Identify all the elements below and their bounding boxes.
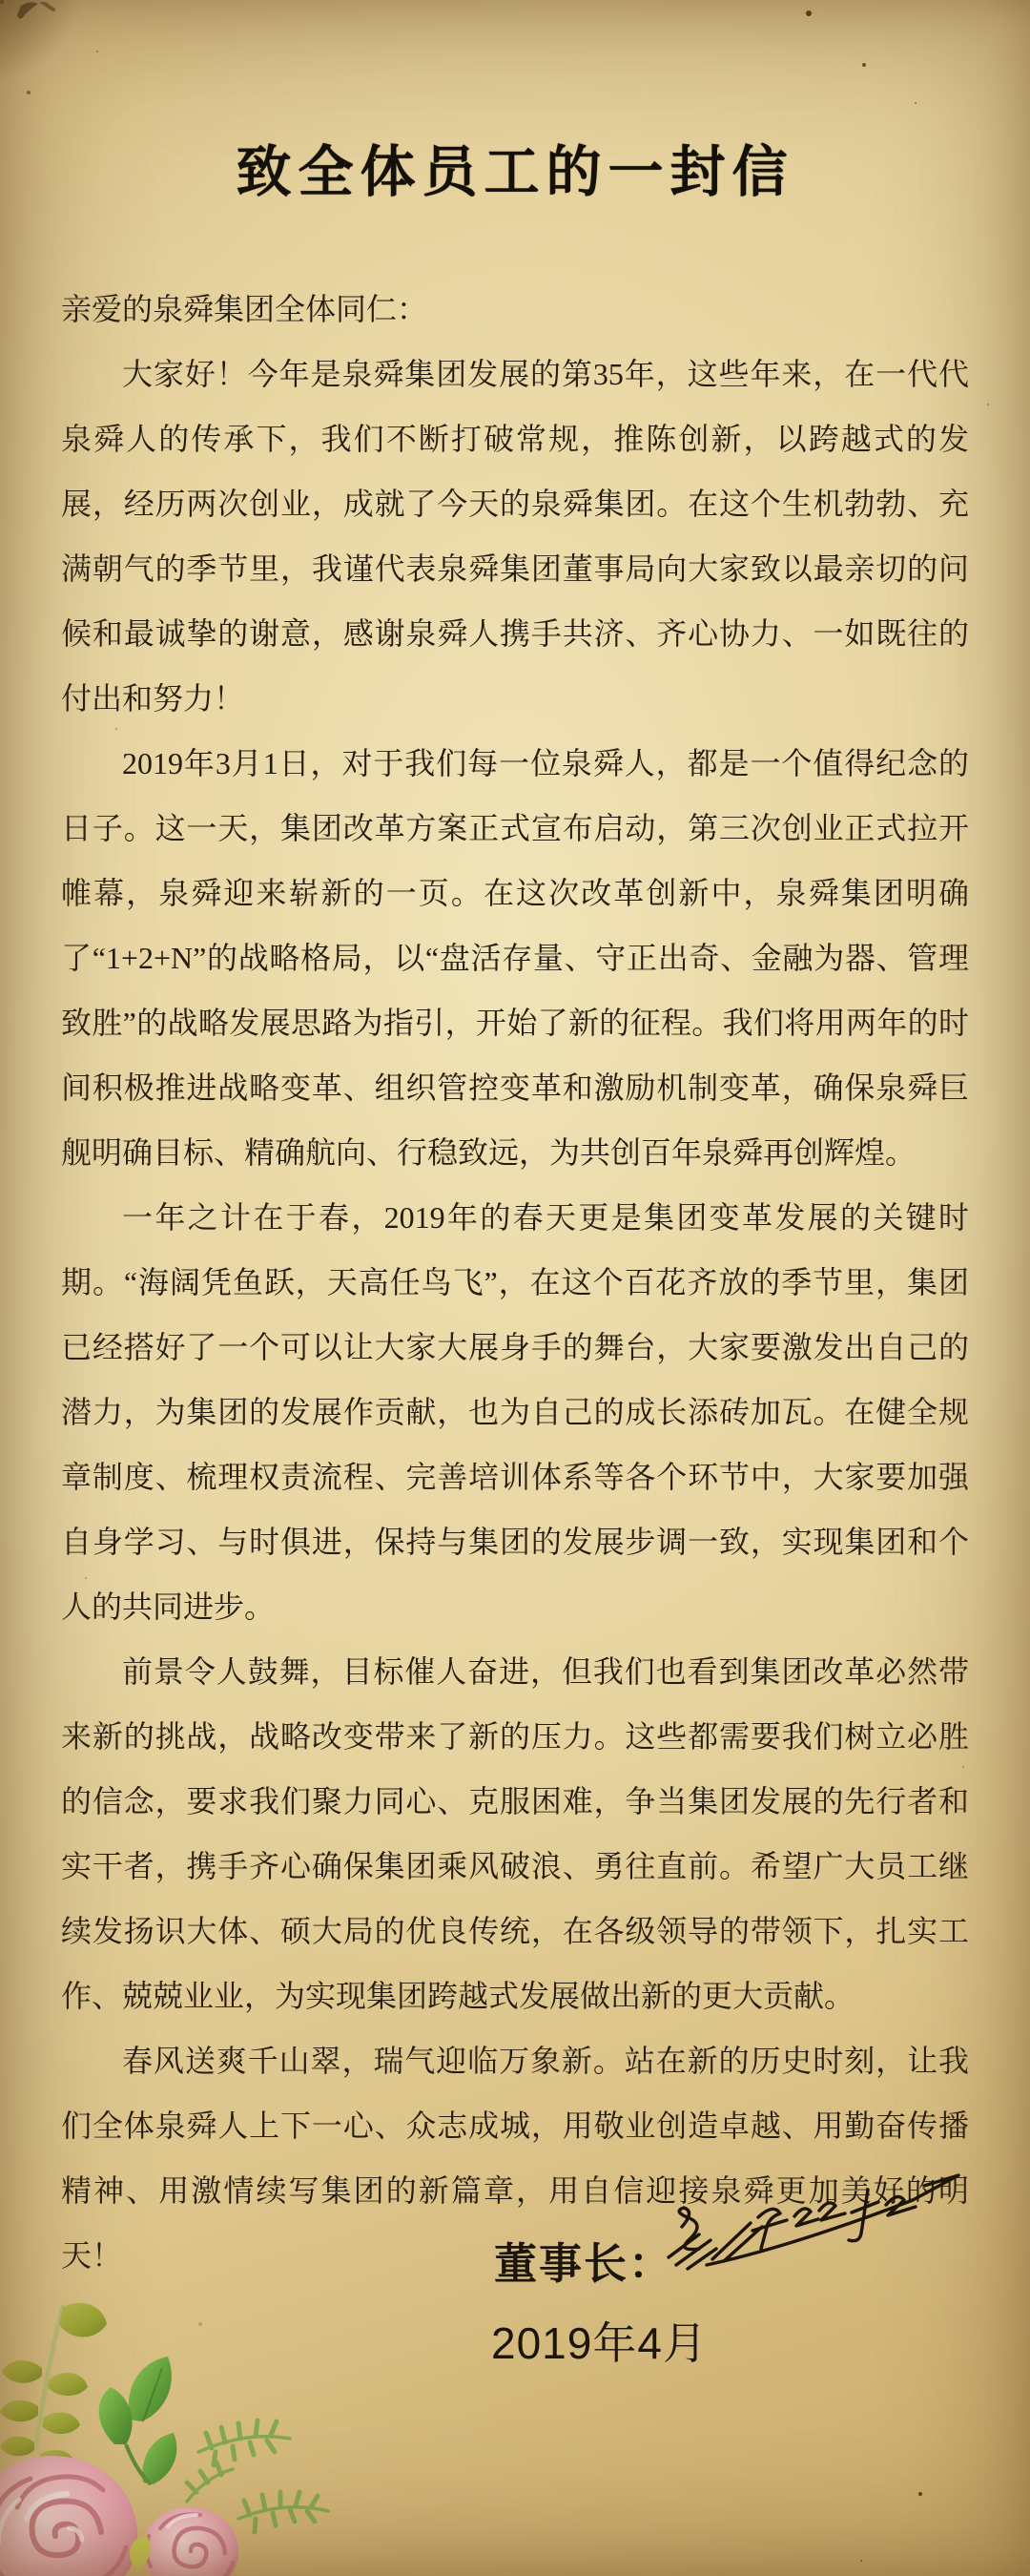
rose-decoration xyxy=(0,2280,343,2576)
paper-specks xyxy=(0,0,4,4)
large-rose xyxy=(0,2456,137,2576)
rose-bud xyxy=(130,2536,151,2568)
signature-label: 董事长： xyxy=(494,2239,674,2288)
letter-title: 致全体员工的一封信 xyxy=(236,141,794,203)
letter-paragraph: 春风送爽千山翠，瑞气迎临万象新。站在新的历史时刻，让我们全体泉舜人上下一心、众志成城，用敬业创造卓越、用勤奋传播精神、用激情续写集团的新篇章，用自信迎接泉舜更加美好的明天！ xyxy=(61,2044,969,2273)
salutation: 亲爱的泉舜集团全体同仁： xyxy=(61,292,428,326)
letter-paragraph: 一年之计在于春，2019年的春天更是集团变革发展的关键时期。“海阔凭鱼跃，天高任鸟飞”，在这个百花齐放的季节里，集团已经搭好了一个可以让大家大展身手的舞台，大家要激发出自己的潜力，为集团的发展作贡献，也为自己的成长添砖加瓦。在健全规章制度、梳理权责流程、完善培训体系等各个环节中，大家要加强自身学习、与时俱进，保持与集团的发展步调一致，实现集团和个人的共同进步。 xyxy=(61,1200,969,1624)
feather-sprigs xyxy=(187,2420,328,2532)
ink-smudge-mark xyxy=(10,2,76,50)
small-rose xyxy=(143,2507,238,2576)
olive-leaf-stem xyxy=(0,2303,107,2469)
rose-leaves xyxy=(99,2357,177,2484)
letter-paragraph: 2019年3月1日，对于我们每一位泉舜人，都是一个值得纪念的日子。这一天，集团改革方案正式宣布启动，第三次创业正式拉开帷幕，泉舜迎来崭新的一页。在这次改革创新中，泉舜集团明确了“1+2+N”的战略格局，以“盘活存量、守正出奇、金融为器、管理致胜”的战略发展思路为指引，开始了新的征程。我们将用两年的时间积极推进战略变革、组织管控变革和激励机制变革，确保泉舜巨舰明确目标、精确航向、行稳致远，为共创百年泉舜再创辉煌。 xyxy=(61,746,969,1170)
signature-row xyxy=(494,2229,674,2288)
letter-date: 2019年4月 xyxy=(491,2318,708,2368)
letter-body xyxy=(61,277,969,2288)
letter-paragraph: 大家好！今年是泉舜集团发展的第35年，这些年来，在一代代泉舜人的传承下，我们不断打破常规，推陈创新，以跨越式的发展，经历两次创业，成就了今天的泉舜集团。在这个生机勃勃、充满朝气的季节里，我谨代表泉舜集团董事局向大家致以最亲切的问候和最诚挚的谢意，感谢泉舜人携手共济、齐心协力、一如既往的付出和努力！ xyxy=(61,357,969,716)
letter-paragraph: 前景令人鼓舞，目标催人奋进，但我们也看到集团改革必然带来新的挑战，战略改变带来了新的压力。这些都需要我们树立必胜的信念，要求我们聚力同心、克服困难，争当集团发展的先行者和实干者，携手齐心确保集团乘风破浪、勇往直前。希望广大员工继续发扬识大体、硕大局的优良传统，在各级领导的带领下，扎实工作、兢兢业业，为实现集团跨越式发展做出新的更大贡献。 xyxy=(61,1654,969,2013)
